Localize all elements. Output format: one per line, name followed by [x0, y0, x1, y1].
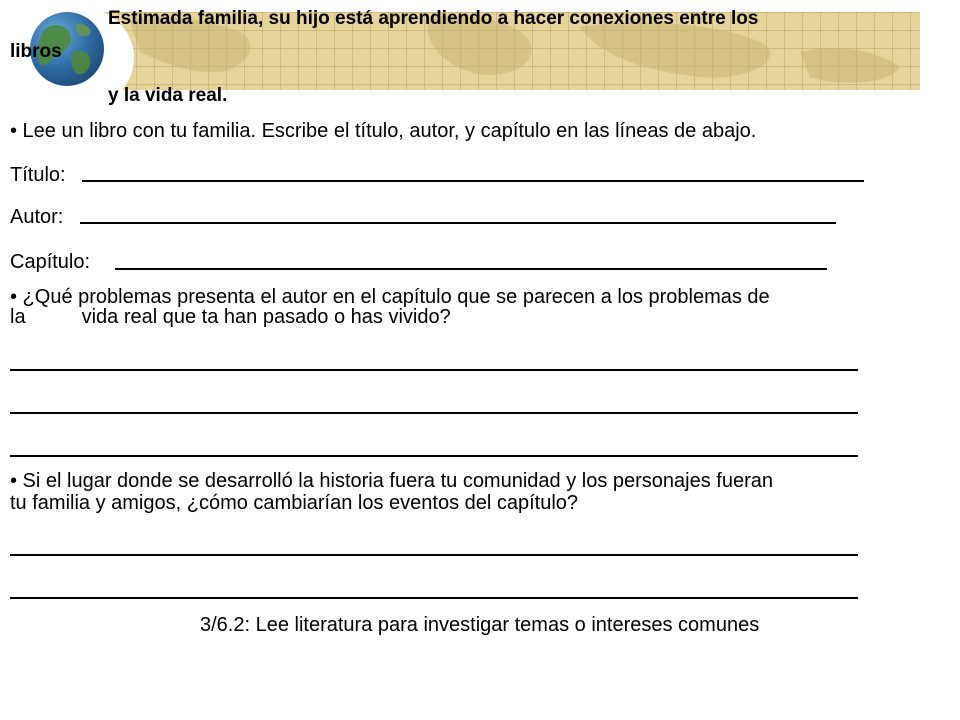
chapter-label: Capítulo:: [10, 251, 91, 273]
question2-answer-line-2[interactable]: [10, 597, 858, 599]
read-book-instruction: • Lee un libro con tu familia. Escribe el título, autor, y capítulo en las líneas de abajo.: [10, 120, 757, 142]
question1-line1: • ¿Qué problemas presenta el autor en el capítulo que se parecen a los problemas de: [10, 286, 770, 308]
question1-answer-line-3[interactable]: [10, 455, 858, 457]
standard-footer: 3/6.2: Lee literatura para investigar temas o intereses comunes: [200, 614, 760, 636]
author-answer-line[interactable]: [80, 222, 836, 224]
author-label: Autor:: [10, 206, 64, 228]
letter-heading-line2: libros: [10, 41, 62, 62]
letter-heading-line1: Estimada familia, su hijo está aprendiendo a hacer conexiones entre los: [108, 8, 759, 29]
question1-line2-end: vida real que ta han pasado o has vivido?: [81, 306, 451, 328]
title-answer-line[interactable]: [82, 180, 864, 182]
title-label: Título:: [10, 164, 66, 186]
question2-line1: • Si el lugar donde se desarrolló la historia fuera tu comunidad y los personajes fueran: [10, 470, 773, 492]
chapter-answer-line[interactable]: [115, 268, 827, 270]
question2-answer-line-1[interactable]: [10, 554, 858, 556]
question1-line2-start: la: [10, 306, 26, 328]
question2-line2: tu familia y amigos, ¿cómo cambiarían los eventos del capítulo?: [10, 492, 579, 514]
question1-answer-line-1[interactable]: [10, 369, 858, 371]
question1-line2: [10, 306, 451, 328]
letter-heading-line3: y la vida real.: [108, 85, 228, 106]
question1-answer-line-2[interactable]: [10, 412, 858, 414]
